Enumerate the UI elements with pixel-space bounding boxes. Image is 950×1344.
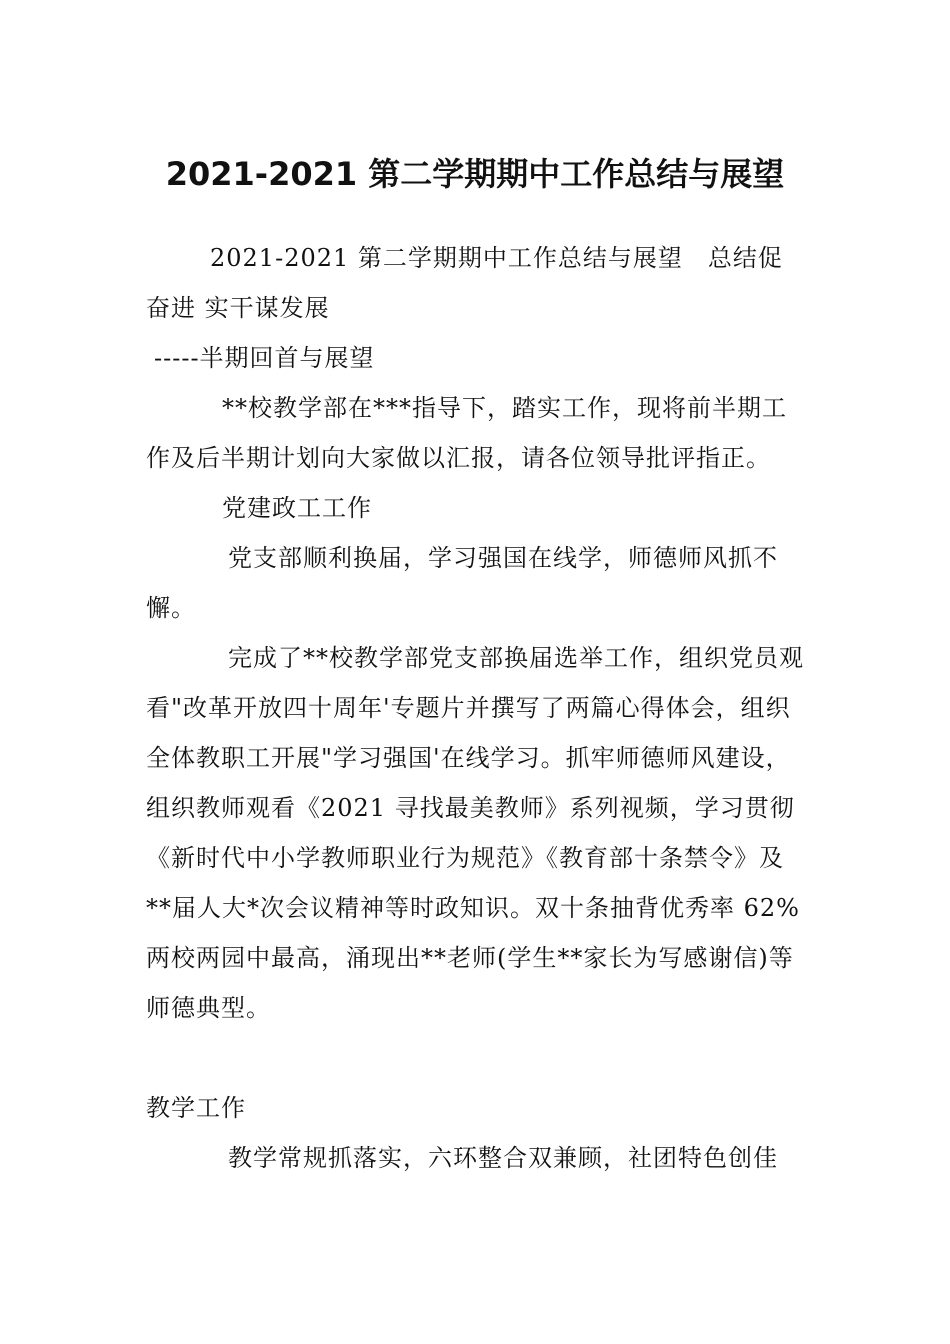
section-heading-teaching: 教学工作	[146, 1094, 246, 1122]
teaching-summary-paragraph: 教学常规抓落实，六环整合双兼顾，社团特色创佳	[228, 1144, 778, 1172]
document-title: 2021-2021 第二学期期中工作总结与展望	[165, 155, 785, 194]
subtitle-line: -----半期回首与展望	[154, 344, 375, 372]
party-detail-paragraph: 完成了**校教学部党支部换届选举工作，组织党员观看"改革开放四十周年'专题片并撰写了两篇心得体会，组织全体教职工开展"学习强国'在线学习。抓牢师德师风建设，组织教师观看《2021 寻找最美教师》系列视频，学习贯彻《新时代中小学教师职业行为规范》《教育部十条禁令》及**届人大*次会议精神等时政知识。双十条抽背优秀率 62%两校两园中最高，涌现出**老师(学生**家长为写感谢信)等师德典型。	[146, 644, 804, 1022]
party-summary-paragraph: 党支部顺利换届，学习强国在线学，师德师风抓不懈。	[146, 544, 778, 622]
section-heading-party: 党建政工工作	[222, 494, 372, 522]
lead-paragraph: **校教学部在***指导下，踏实工作，现将前半期工作及后半期计划向大家做以汇报，请各位领导批评指正。	[146, 394, 787, 472]
intro-paragraph: 2021-2021 第二学期期中工作总结与展望 总结促奋进 实干谋发展	[146, 244, 783, 322]
